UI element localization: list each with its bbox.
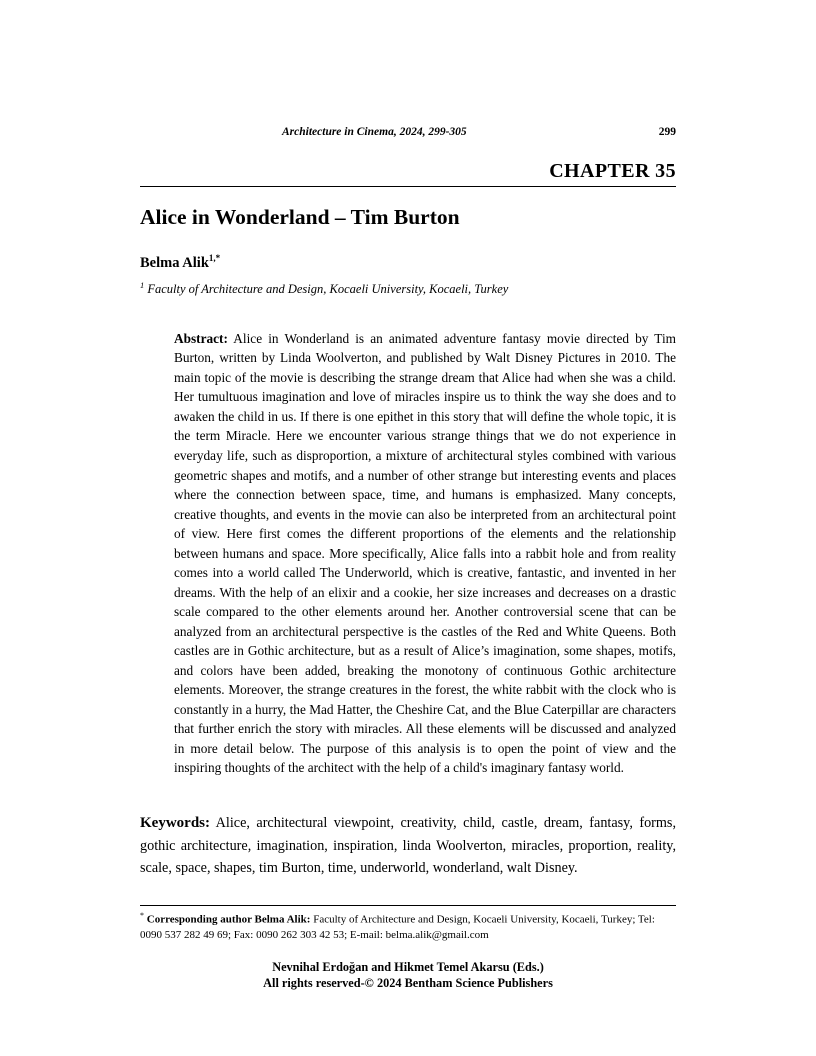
abstract-label: Abstract: bbox=[174, 330, 228, 346]
author-name: Belma Alik bbox=[140, 254, 209, 271]
keywords-text: Alice, architectural viewpoint, creativity, child, castle, dream, fantasy, forms, gothic architecture, imagination, inspiration, linda Woolverton, miracles, proportion, reality, scale, space, shapes, tim Burton, time, underworld, wonderland, walt Disney. bbox=[140, 815, 676, 877]
editors-line: Nevnihal Erdoğan and Hikmet Temel Akarsu (Eds.) bbox=[272, 959, 544, 974]
footnote-marker: * bbox=[140, 911, 144, 921]
footnote-corresponding-author: Corresponding author Belma Alik: bbox=[144, 913, 311, 926]
page-title: Alice in Wonderland – Tim Burton bbox=[140, 205, 460, 229]
abstract-block bbox=[174, 329, 676, 778]
affiliation-text: Faculty of Architecture and Design, Kocaeli University, Kocaeli, Turkey bbox=[144, 281, 509, 296]
journal-citation: Architecture in Cinema, 2024, 299-305 bbox=[282, 126, 467, 138]
page-number: 299 bbox=[658, 126, 676, 138]
affiliation bbox=[140, 280, 676, 297]
keywords-block bbox=[140, 812, 676, 879]
page-content bbox=[140, 126, 676, 992]
keywords-label: Keywords: bbox=[140, 815, 210, 831]
author-markers: 1,* bbox=[208, 252, 221, 263]
running-head bbox=[140, 126, 676, 140]
editors-block bbox=[140, 959, 676, 992]
author-line bbox=[140, 253, 676, 272]
abstract-text: Alice in Wonderland is an animated adventure fantasy movie directed by Tim Burton, written by Linda Woolverton, and published by Walt Disney Pictures in 2010. The main topic of the movie is describing the strange dream that Alice had when she was a child. Her tumultuous imagination and love of miracles inspire us to think the way she does and to awaken the child in us. If there is one epithet in this story that will define the whole topic, it is the term Miracle. Here we encounter various strange things that we do not experience in everyday life, such as disproportion, a mixture of architectural styles combined with various geometric shapes and motifs, and a number of other strange but interesting events and places where the connection between space, time, and humans is emphasized. Many concepts, creative thoughts, and events in the movie can also be interpreted from an architectural point of view. Here first comes the different proportions of the elements and the relationship between humans and space. More specifically, Alice falls into a rabbit hole and from reality comes into a world called The Underworld, which is creative, fantastic, and invented in her dreams. With the help of an elixir and a cookie, her size increases and decreases on a drastic scale compared to the other elements around her. Another controversial scene that can be analyzed from an architectural perspective is the castles of the Red and White Queens. Both castles are in Gothic architecture, but as a result of Alice’s imagination, some shapes, motifs, and colors have been added, breaking the monotony of continuous Gothic architecture elements. Moreover, the strange creatures in the forest, the white rabbit with the clock who is constantly in a hurry, the Mad Hatter, the Cheshire Cat, and the Blue Caterpillar are characters that further enrich the story with miracles. All these elements will be discussed and analyzed in more detail below. The purpose of this analysis is to open the point of view and the inspiring thoughts of the architect with the help of a child's imaginary fantasy world. bbox=[174, 330, 676, 776]
chapter-banner: CHAPTER 35 bbox=[140, 160, 676, 187]
copyright-line: All rights reserved-© 2024 Bentham Science Publishers bbox=[263, 976, 553, 991]
footnote bbox=[140, 911, 676, 943]
footnote-separator bbox=[140, 905, 676, 906]
footnote-contact: Faculty of Architecture and Design, Kocaeli University, Kocaeli, Turkey; Tel: 0090 537 282 49 69; Fax: 0090 262 303 42 53; E-mail: belma.alik@gmail.com bbox=[140, 913, 655, 941]
affiliation-marker: 1 bbox=[140, 279, 145, 290]
